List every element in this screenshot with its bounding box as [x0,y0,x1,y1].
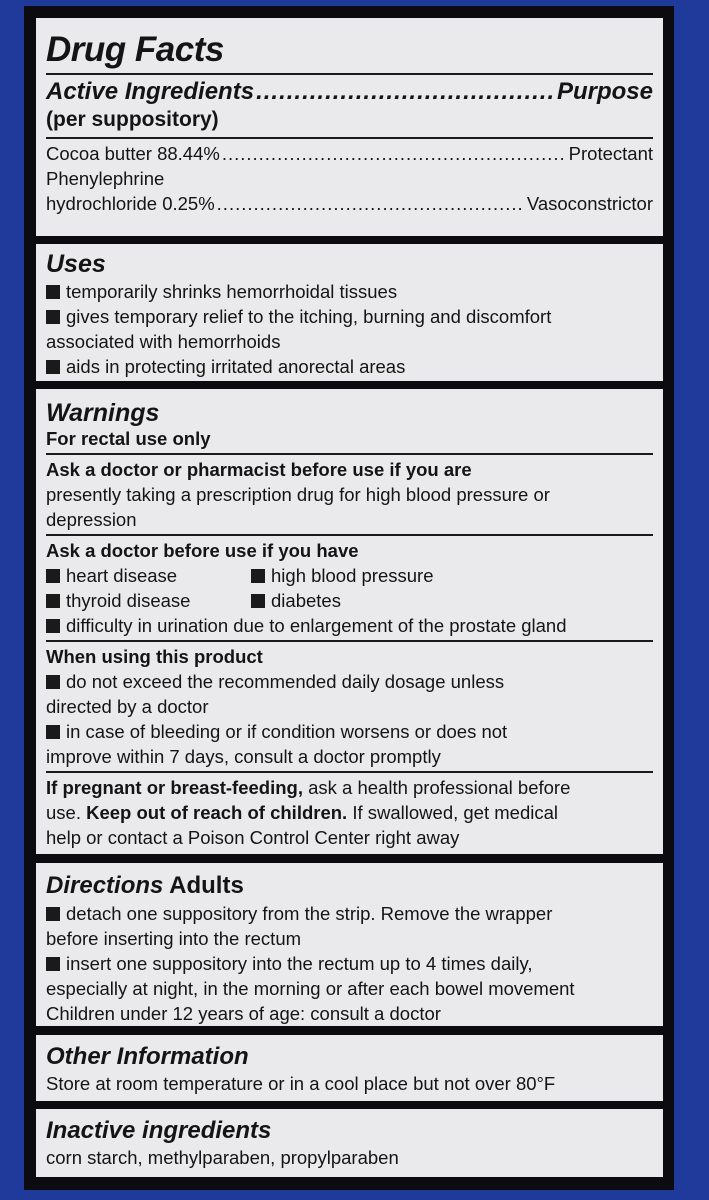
ask-pharmacist-heading: Ask a doctor or pharmacist before use if you are [46,459,472,480]
active-heading: Active Ingredients [46,78,255,105]
list-item-continued: associated with hemorrhoids [46,331,281,352]
active-ingredients-panel [36,18,663,236]
divider [46,534,653,536]
list-item: in case of bleeding or if condition worsens or does not [46,719,653,744]
bullet-square-icon [46,594,60,608]
bullet-square-icon [46,285,60,299]
list-item: temporarily shrinks hemorrhoidal tissues [46,279,653,304]
bullet-square-icon [46,310,60,324]
warnings-panel [36,389,663,854]
uses-panel [36,244,663,381]
drug-facts-box [24,6,674,1190]
directions-heading: Directions [46,872,164,899]
inactive-ingredients-panel [36,1109,663,1177]
ingredient-row [46,141,653,166]
page-title: Drug Facts [46,30,224,69]
ask-doctor-heading: Ask a doctor before use if you have [46,540,359,561]
ingredient-purpose: Vasoconstrictor [526,193,653,214]
inactive-heading: Inactive ingredients [46,1117,272,1144]
dot-leader [256,79,555,105]
bullet-square-icon [251,569,265,583]
bullet-square-icon [46,957,60,971]
bullet-square-icon [46,675,60,689]
list-item-continued: before inserting into the rectum [46,928,302,949]
active-header-row [46,79,653,105]
purpose-heading: Purpose [556,78,653,105]
ask-pharmacist-text: depression [46,509,137,530]
bullet-square-icon [46,907,60,921]
title-rule [46,73,653,75]
adults-heading: Adults [163,872,244,899]
dot-leader [222,141,567,166]
active-rule [46,137,653,139]
pregnant-warning: If pregnant or breast-feeding, ask a health professional before [46,777,571,798]
ingredient-row [46,191,653,216]
when-using-heading: When using this product [46,646,263,667]
bullet-square-icon [46,619,60,633]
list-item: difficulty in urination due to enlargement of the prostate gland [46,613,653,638]
children-note: Children under 12 years of age: consult a doctor [46,1003,441,1024]
list-item-continued: especially at night, in the morning or after each bowel movement [46,978,575,999]
storage-text: Store at room temperature or in a cool place but not over 80°F [46,1073,556,1094]
other-info-heading: Other Information [46,1043,249,1070]
list-item: high blood pressure [251,565,434,586]
poison-control-text: help or contact a Poison Control Center right away [46,827,460,848]
ask-pharmacist-text: presently taking a prescription drug for high blood pressure or [46,484,550,505]
conditions-row [46,563,653,588]
inactive-list: corn starch, methylparaben, propylparaben [46,1147,399,1168]
list-item: detach one suppository from the strip. Remove the wrapper [46,901,653,926]
rectal-use: For rectal use only [46,428,211,449]
ingredient-name-line1: Phenylephrine [46,168,165,189]
dot-leader [217,191,525,216]
list-item: aids in protecting irritated anorectal areas [46,354,653,379]
ingredient-name: hydrochloride 0.25% [46,193,215,214]
ingredient-purpose: Protectant [568,143,653,164]
warnings-heading: Warnings [46,399,160,427]
divider [46,453,653,455]
list-item: gives temporary relief to the itching, burning and discomfort [46,304,653,329]
divider [46,640,653,642]
bullet-square-icon [46,725,60,739]
other-info-panel [36,1035,663,1101]
directions-panel [36,863,663,1026]
conditions-row [46,588,653,613]
bullet-square-icon [46,360,60,374]
list-item-continued: improve within 7 days, consult a doctor promptly [46,746,441,767]
uses-heading: Uses [46,250,106,278]
list-item: heart disease [46,563,251,588]
bullet-square-icon [251,594,265,608]
per-suppository: (per suppository) [46,108,219,131]
keep-out-warning: use. Keep out of reach of children. If swallowed, get medical [46,802,558,823]
list-item: diabetes [251,590,341,611]
list-item: insert one suppository into the rectum up to 4 times daily, [46,951,653,976]
divider [46,771,653,773]
bullet-square-icon [46,569,60,583]
list-item: thyroid disease [46,588,251,613]
list-item: do not exceed the recommended daily dosage unless [46,669,653,694]
list-item-continued: directed by a doctor [46,696,209,717]
directions-heading-row [46,873,653,899]
ingredient-name: Cocoa butter 88.44% [46,143,220,164]
